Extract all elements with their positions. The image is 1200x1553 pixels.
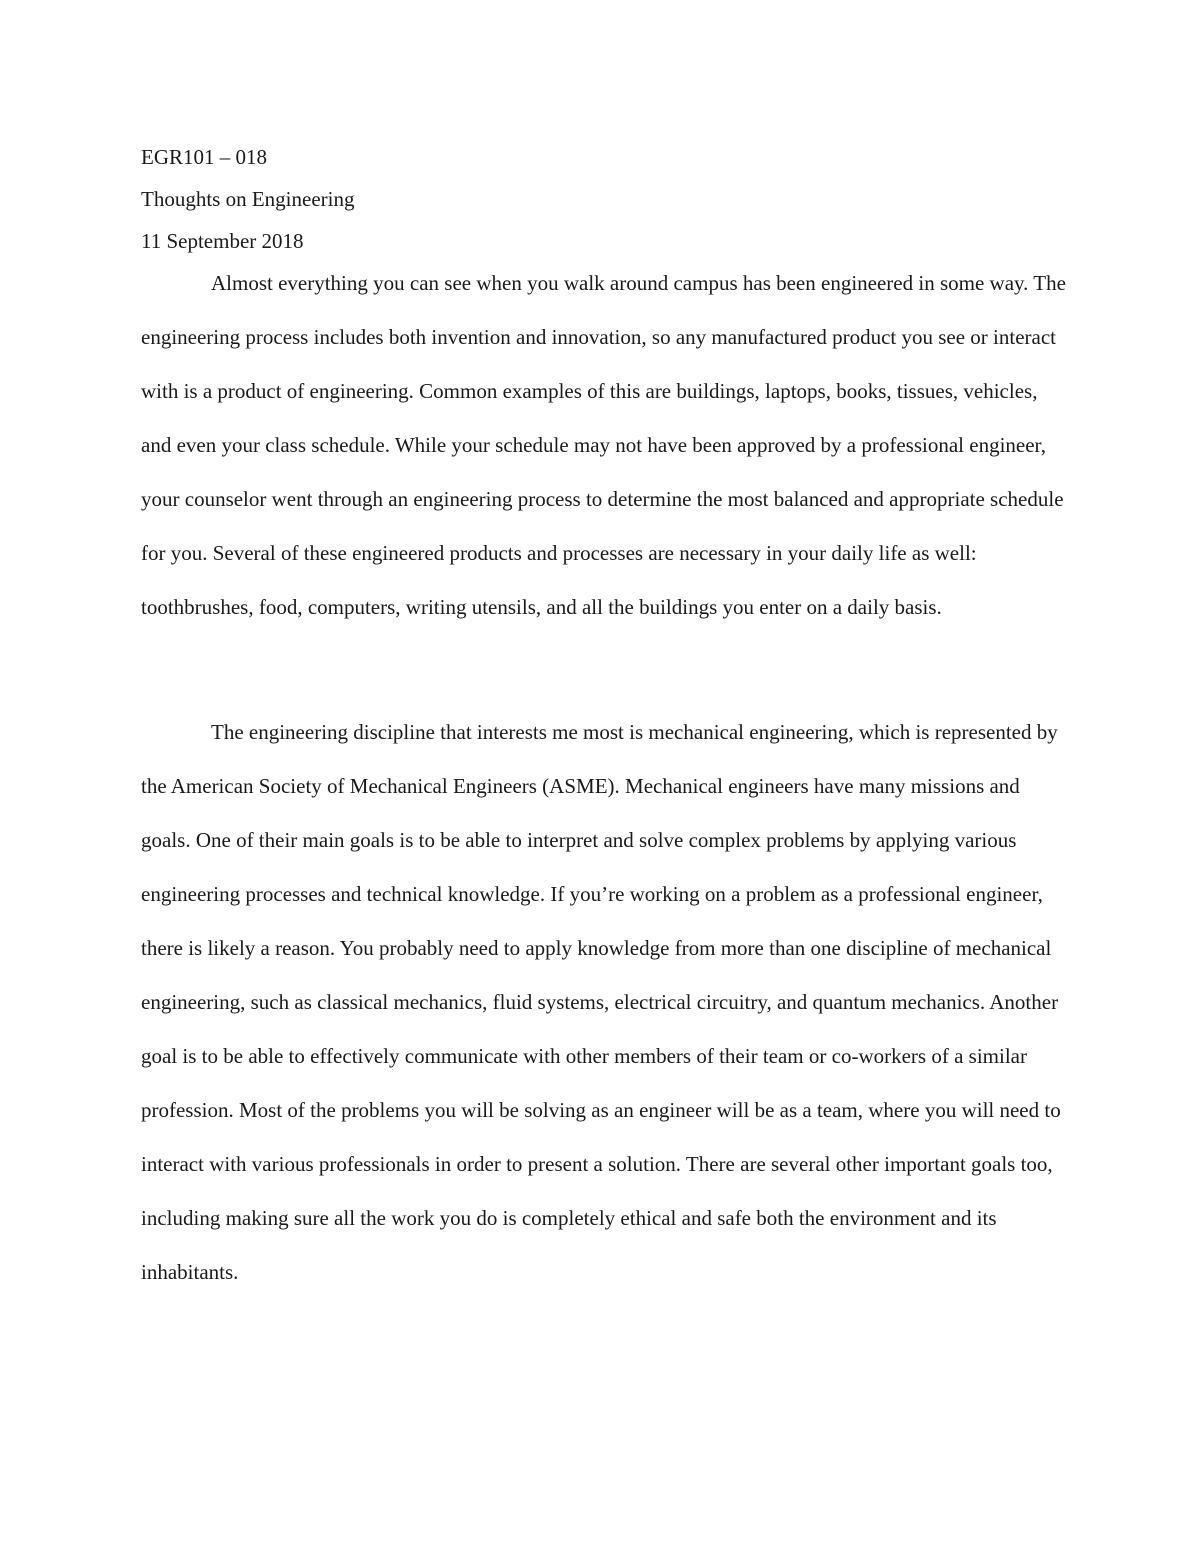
document-date: 11 September 2018 — [141, 229, 304, 253]
course-code: EGR101 – 018 — [141, 145, 267, 169]
body-paragraph: The engineering discipline that interests me most is mechanical engineering, which is represented by the American Society of Mechanical Engineers (ASME). Mechanical engineers have many missions and goals. One of their main goals is to be able to interpret and solve complex problems by applying various engineering processes and technical knowledge. If you’re working on a problem as a professional engineer, there is likely a reason. You probably need to apply knowledge from more than one discipline of mechanical engineering, such as classical mechanics, fluid systems, electrical circuitry, and quantum mechanics. Another goal is to be able to effectively communicate with other members of their team or co-workers of a similar profession. Most of the problems you will be solving as an engineer will be as a team, where you will need to interact with various professionals in order to present a solution. There are several other important goals too, including making sure all the work you do is completely ethical and safe both the environment and its inhabitants. — [141, 720, 1061, 1284]
document-title: Thoughts on Engineering — [141, 187, 355, 211]
body-paragraph: Almost everything you can see when you walk around campus has been engineered in some way. The engineering process includes both invention and innovation, so any manufactured product you see or interact with is a product of engineering. Common examples of this are buildings, laptops, books, tissues, vehicles, and even your class schedule. While your schedule may not have been approved by a professional engineer, your counselor went through an engineering process to determine the most balanced and appropriate schedule for you. Several of these engineered products and processes are necessary in your daily life as well: toothbrushes, food, computers, writing utensils, and all the buildings you enter on a daily basis. — [141, 271, 1066, 619]
